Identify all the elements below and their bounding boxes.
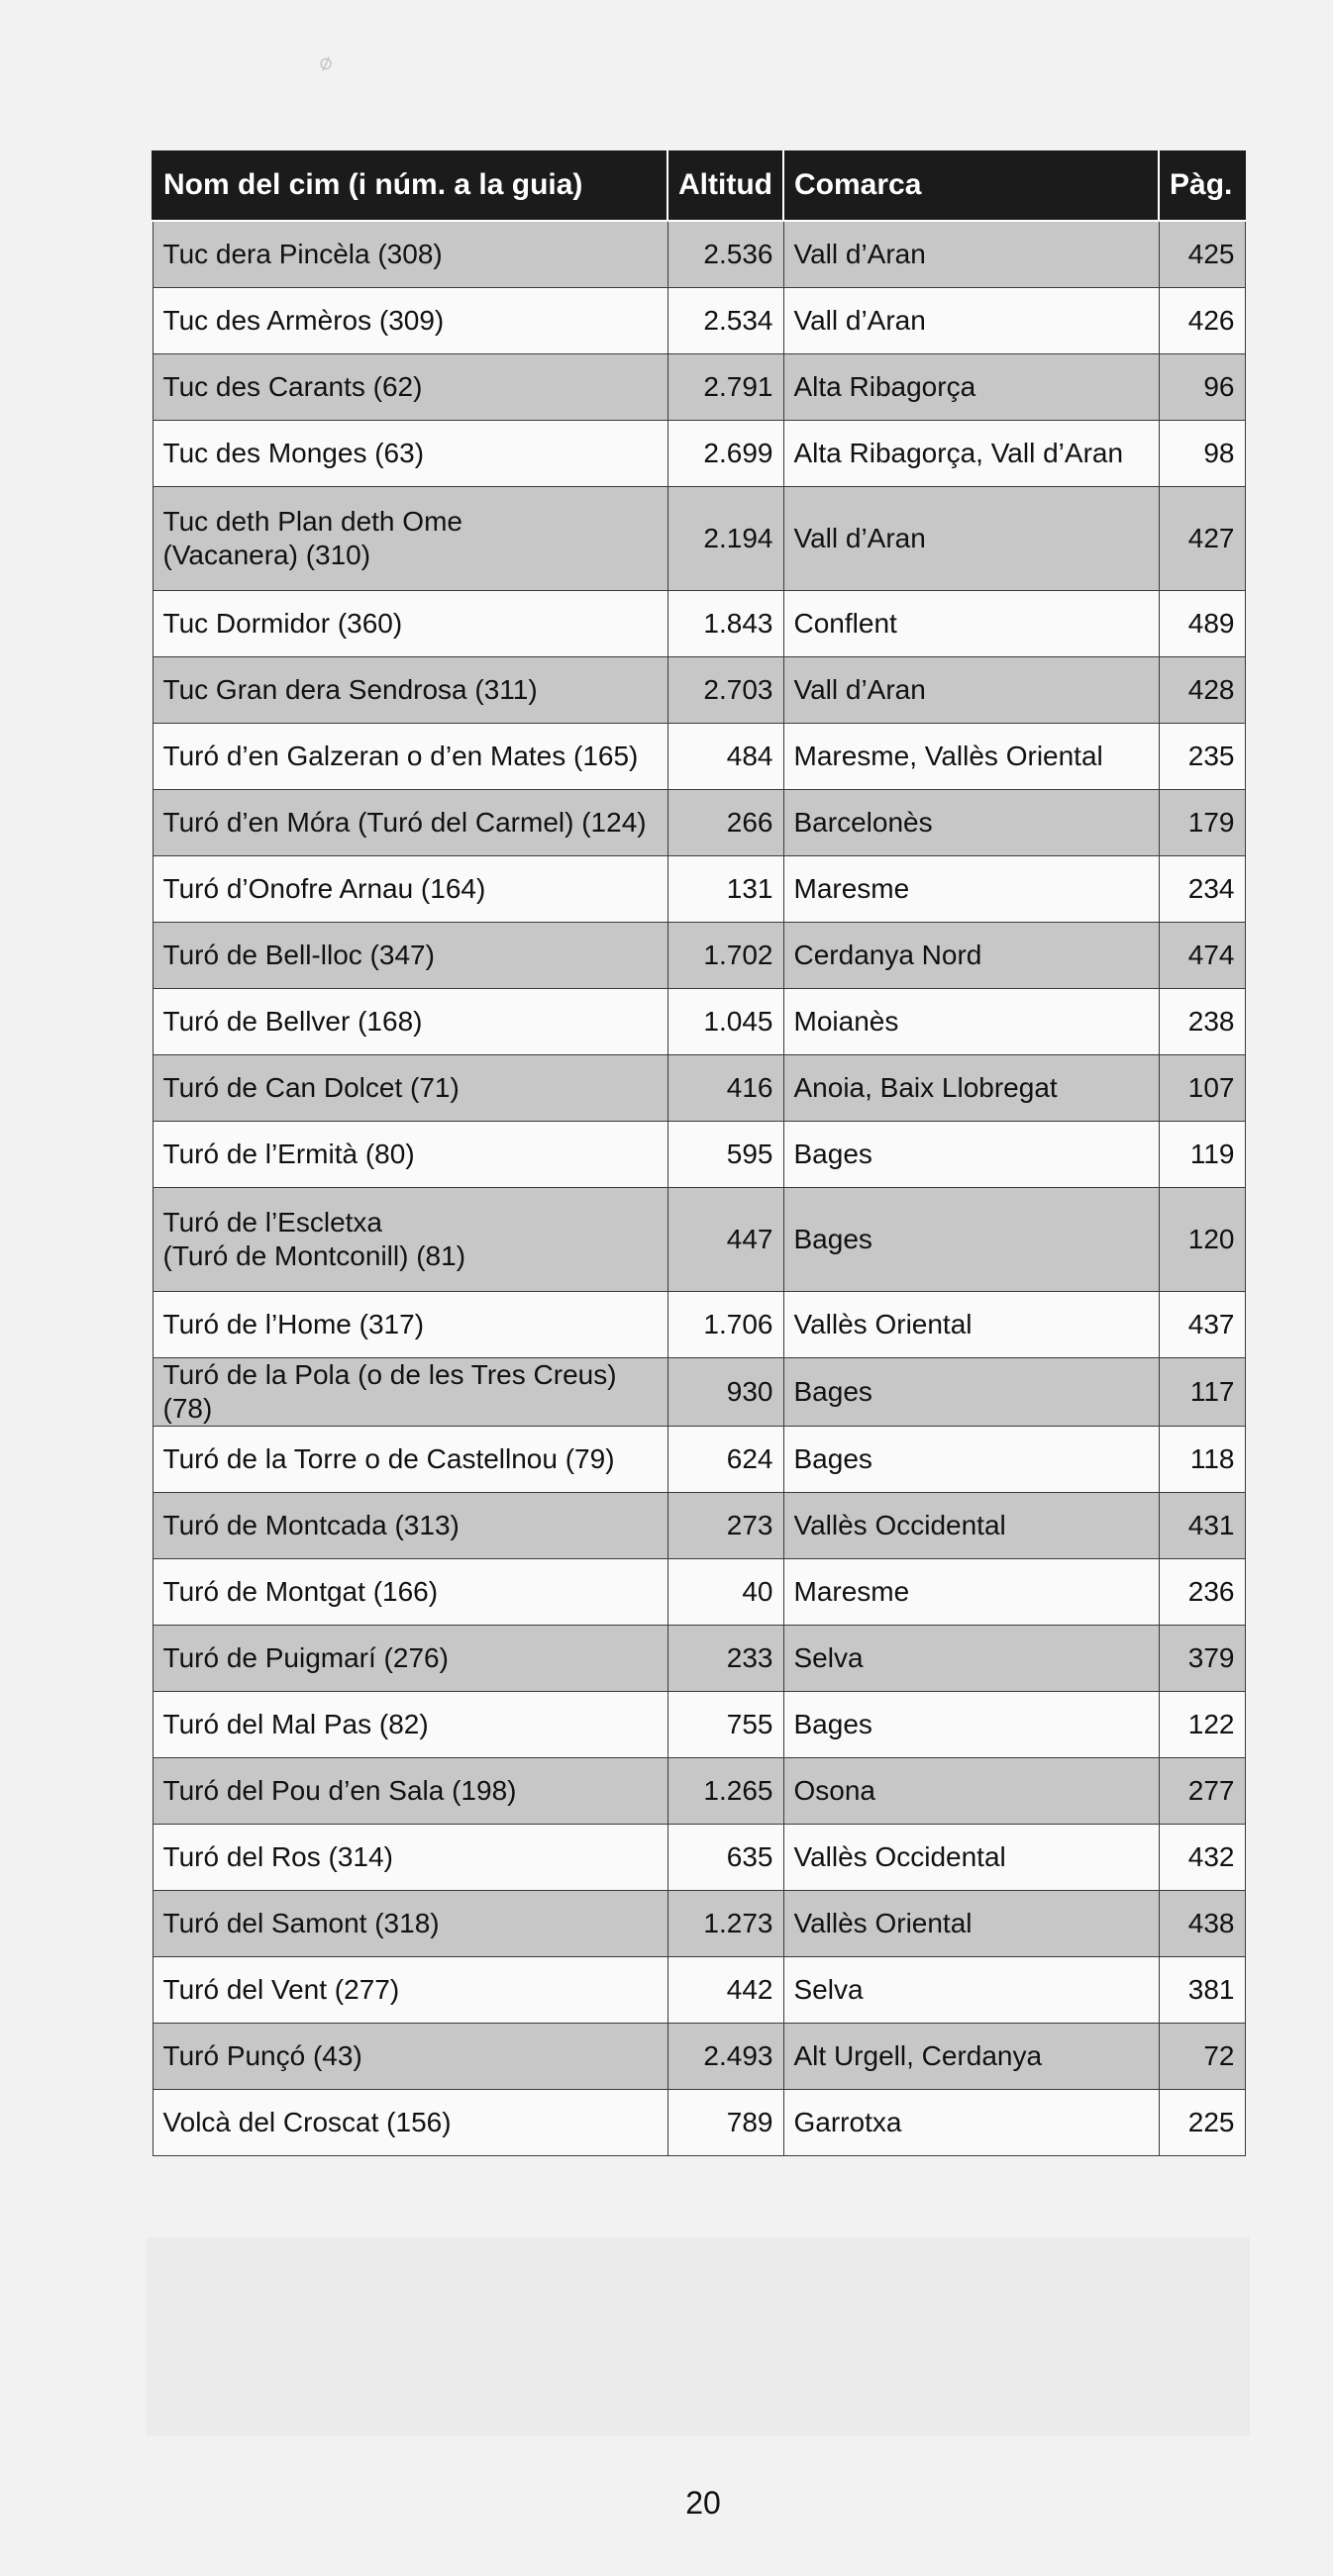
peak-name: Tuc des Monges (63): [162, 437, 425, 468]
region-cell: Anoia, Baix Llobregat: [783, 1055, 1159, 1122]
peak-name: Tuc Gran dera Sendrosa (311): [162, 673, 538, 705]
altitude-cell: 416: [667, 1055, 783, 1122]
page-cell: 119: [1159, 1122, 1245, 1188]
peak-name: Turó d’en Móra (Turó del Carmel) (124): [162, 806, 647, 838]
peak-name: Turó de la Pola (o de les Tres Creus) (78): [162, 1359, 617, 1425]
peak-name-cell: [153, 2024, 667, 2090]
page-cell: 381: [1159, 1957, 1245, 2024]
page-cell: 118: [1159, 1427, 1245, 1493]
page-cell: 96: [1159, 354, 1245, 421]
altitude-cell: 1.843: [667, 591, 783, 657]
peak-name: Turó de Bellver (168): [162, 1005, 423, 1037]
peak-name-cell: [153, 724, 667, 790]
altitude-cell: 2.536: [667, 221, 783, 288]
altitude-cell: 789: [667, 2090, 783, 2156]
table-row: [153, 1692, 1245, 1758]
region-cell: Vallès Occidental: [783, 1825, 1159, 1891]
page-cell: 117: [1159, 1358, 1245, 1427]
altitude-cell: 755: [667, 1692, 783, 1758]
table-body: [153, 221, 1245, 2156]
peak-name: Turó de Montcada (313): [162, 1510, 460, 1541]
table-header: [153, 150, 1245, 221]
peak-name: Turó d’en Galzeran o d’en Mates (165): [162, 740, 639, 771]
altitude-cell: 1.045: [667, 989, 783, 1055]
peak-name: Turó del Pou d’en Sala (198): [162, 1775, 517, 1807]
region-cell: Alt Urgell, Cerdanya: [783, 2024, 1159, 2090]
peak-name-cell: [153, 1122, 667, 1188]
altitude-cell: 624: [667, 1427, 783, 1493]
table-row: [153, 1559, 1245, 1626]
altitude-cell: 1.265: [667, 1758, 783, 1825]
region-cell: Alta Ribagorça: [783, 354, 1159, 421]
altitude-cell: 131: [667, 856, 783, 923]
peak-name-cell: [153, 923, 667, 989]
altitude-cell: 40: [667, 1559, 783, 1626]
altitude-cell: 266: [667, 790, 783, 856]
page-cell: 425: [1159, 221, 1245, 288]
page-cell: 431: [1159, 1493, 1245, 1559]
header-page: Pàg.: [1159, 150, 1245, 221]
page-cell: 428: [1159, 657, 1245, 724]
peak-name-cell: [153, 989, 667, 1055]
altitude-cell: 930: [667, 1358, 783, 1427]
region-cell: Conflent: [783, 591, 1159, 657]
region-cell: Bages: [783, 1122, 1159, 1188]
peak-name: Tuc deth Plan deth Ome: [162, 505, 462, 537]
table-row: [153, 1358, 1245, 1427]
altitude-cell: 2.703: [667, 657, 783, 724]
altitude-cell: 1.702: [667, 923, 783, 989]
header-region: Comarca: [783, 150, 1159, 221]
region-cell: Bages: [783, 1427, 1159, 1493]
peak-name-cell: [153, 1957, 667, 2024]
altitude-cell: 635: [667, 1825, 783, 1891]
peak-name: Turó de l’Escletxa: [162, 1206, 382, 1238]
peak-name: Turó de Montgat (166): [162, 1576, 439, 1608]
peak-name: Turó del Ros (314): [162, 1841, 393, 1873]
table-row: [153, 1188, 1245, 1292]
peak-name: Turó de l’Ermità (80): [162, 1138, 415, 1169]
page-cell: 432: [1159, 1825, 1245, 1891]
peak-name-cell: [153, 2090, 667, 2156]
peak-name-cell: [153, 1626, 667, 1692]
region-cell: Maresme: [783, 856, 1159, 923]
region-cell: Moianès: [783, 989, 1159, 1055]
region-cell: Alta Ribagorça, Vall d’Aran: [783, 421, 1159, 487]
page-cell: 72: [1159, 2024, 1245, 2090]
peak-name: Tuc des Carants (62): [162, 370, 423, 402]
table-row: [153, 989, 1245, 1055]
peak-name-line2: (Turó de Montconill) (81): [162, 1240, 466, 1271]
peak-name-cell: [153, 1825, 667, 1891]
table-row: [153, 2024, 1245, 2090]
region-cell: Cerdanya Nord: [783, 923, 1159, 989]
page-cell: 489: [1159, 591, 1245, 657]
page-cell: 179: [1159, 790, 1245, 856]
peak-name-cell: [153, 1891, 667, 1957]
pencil-mark-icon: ⌀: [314, 48, 336, 76]
table-row: [153, 657, 1245, 724]
table-row: [153, 1055, 1245, 1122]
peak-name: Turó del Vent (277): [162, 1974, 400, 2006]
peak-name-cell: [153, 487, 667, 591]
table-row: [153, 354, 1245, 421]
table-row: [153, 288, 1245, 354]
region-cell: Maresme: [783, 1559, 1159, 1626]
peak-name: Tuc dera Pincèla (308): [162, 238, 443, 269]
page-cell: 427: [1159, 487, 1245, 591]
region-cell: Vallès Occidental: [783, 1493, 1159, 1559]
altitude-cell: 447: [667, 1188, 783, 1292]
table-row: [153, 1957, 1245, 2024]
peak-name-cell: [153, 1358, 667, 1427]
table-row: [153, 1122, 1245, 1188]
page-cell: 426: [1159, 288, 1245, 354]
region-cell: Vall d’Aran: [783, 657, 1159, 724]
table-row: [153, 1626, 1245, 1692]
peak-name: Turó Punçó (43): [162, 2040, 362, 2072]
table-row: [153, 1427, 1245, 1493]
altitude-cell: 2.493: [667, 2024, 783, 2090]
peak-name-cell: [153, 221, 667, 288]
region-cell: Bages: [783, 1188, 1159, 1292]
region-cell: Vall d’Aran: [783, 487, 1159, 591]
region-cell: Selva: [783, 1626, 1159, 1692]
region-cell: Selva: [783, 1957, 1159, 2024]
peaks-table: [152, 150, 1246, 2156]
peak-name-line2: (Vacanera) (310): [162, 540, 371, 570]
table-row: [153, 1825, 1245, 1891]
peak-name-cell: [153, 1427, 667, 1493]
page-cell: 379: [1159, 1626, 1245, 1692]
peak-name-cell: [153, 790, 667, 856]
peak-name-cell: [153, 591, 667, 657]
altitude-cell: 484: [667, 724, 783, 790]
altitude-cell: 442: [667, 1957, 783, 2024]
page-number: 20: [685, 2485, 721, 2521]
table-row: [153, 856, 1245, 923]
peak-name: Turó del Samont (318): [162, 1908, 440, 1939]
peak-name-cell: [153, 288, 667, 354]
peak-name-cell: [153, 354, 667, 421]
page-cell: 238: [1159, 989, 1245, 1055]
page-cell: 235: [1159, 724, 1245, 790]
region-cell: Maresme, Vallès Oriental: [783, 724, 1159, 790]
page-cell: 437: [1159, 1292, 1245, 1358]
peak-name: Turó de Bell-lloc (347): [162, 939, 435, 970]
peak-name: Tuc Dormidor (360): [162, 607, 403, 639]
altitude-cell: 1.706: [667, 1292, 783, 1358]
peak-name: Volcà del Croscat (156): [162, 2107, 452, 2138]
peak-name-cell: [153, 421, 667, 487]
table-row: [153, 1493, 1245, 1559]
region-cell: Vall d’Aran: [783, 221, 1159, 288]
region-cell: Osona: [783, 1758, 1159, 1825]
region-cell: Vallès Oriental: [783, 1891, 1159, 1957]
table-row: [153, 221, 1245, 288]
page-cell: 236: [1159, 1559, 1245, 1626]
table-row: [153, 1891, 1245, 1957]
peak-name-cell: [153, 1559, 667, 1626]
peak-name: Turó de la Torre o de Castellnou (79): [162, 1443, 615, 1475]
peak-name-cell: [153, 1292, 667, 1358]
table-row: [153, 724, 1245, 790]
header-altitude: Altitud: [667, 150, 783, 221]
page-cell: 225: [1159, 2090, 1245, 2156]
page-cell: 234: [1159, 856, 1245, 923]
peak-name: Turó d’Onofre Arnau (164): [162, 872, 486, 904]
table-row: [153, 591, 1245, 657]
altitude-cell: 233: [667, 1626, 783, 1692]
altitude-cell: 595: [667, 1122, 783, 1188]
peak-name-cell: [153, 1493, 667, 1559]
region-cell: Garrotxa: [783, 2090, 1159, 2156]
peak-name: Turó de Can Dolcet (71): [162, 1071, 460, 1103]
table-row: [153, 923, 1245, 989]
table-row: [153, 487, 1245, 591]
bleed-through-shadow: [147, 2237, 1250, 2435]
header-row: [153, 150, 1245, 221]
peak-name-cell: [153, 1692, 667, 1758]
altitude-cell: 2.194: [667, 487, 783, 591]
peak-name-cell: [153, 1188, 667, 1292]
table-row: [153, 1758, 1245, 1825]
region-cell: Bages: [783, 1358, 1159, 1427]
page-cell: 120: [1159, 1188, 1245, 1292]
region-cell: Bages: [783, 1692, 1159, 1758]
peak-name: Turó de l’Home (317): [162, 1308, 425, 1339]
peak-name-cell: [153, 1055, 667, 1122]
page-cell: 107: [1159, 1055, 1245, 1122]
altitude-cell: 2.534: [667, 288, 783, 354]
peak-name-cell: [153, 856, 667, 923]
region-cell: Barcelonès: [783, 790, 1159, 856]
table-row: [153, 421, 1245, 487]
table-row: [153, 2090, 1245, 2156]
peak-name-cell: [153, 657, 667, 724]
page-cell: 98: [1159, 421, 1245, 487]
header-name: Nom del cim (i núm. a la guia): [153, 150, 667, 221]
peak-name-cell: [153, 1758, 667, 1825]
peak-name: Tuc des Armèros (309): [162, 304, 445, 336]
table-row: [153, 1292, 1245, 1358]
page-cell: 122: [1159, 1692, 1245, 1758]
region-cell: Vallès Oriental: [783, 1292, 1159, 1358]
page-cell: 474: [1159, 923, 1245, 989]
peak-name: Turó de Puigmarí (276): [162, 1642, 449, 1674]
table-row: [153, 790, 1245, 856]
peak-name: Turó del Mal Pas (82): [162, 1709, 429, 1740]
altitude-cell: 273: [667, 1493, 783, 1559]
page-cell: 438: [1159, 1891, 1245, 1957]
region-cell: Vall d’Aran: [783, 288, 1159, 354]
altitude-cell: 1.273: [667, 1891, 783, 1957]
page-cell: 277: [1159, 1758, 1245, 1825]
altitude-cell: 2.699: [667, 421, 783, 487]
altitude-cell: 2.791: [667, 354, 783, 421]
